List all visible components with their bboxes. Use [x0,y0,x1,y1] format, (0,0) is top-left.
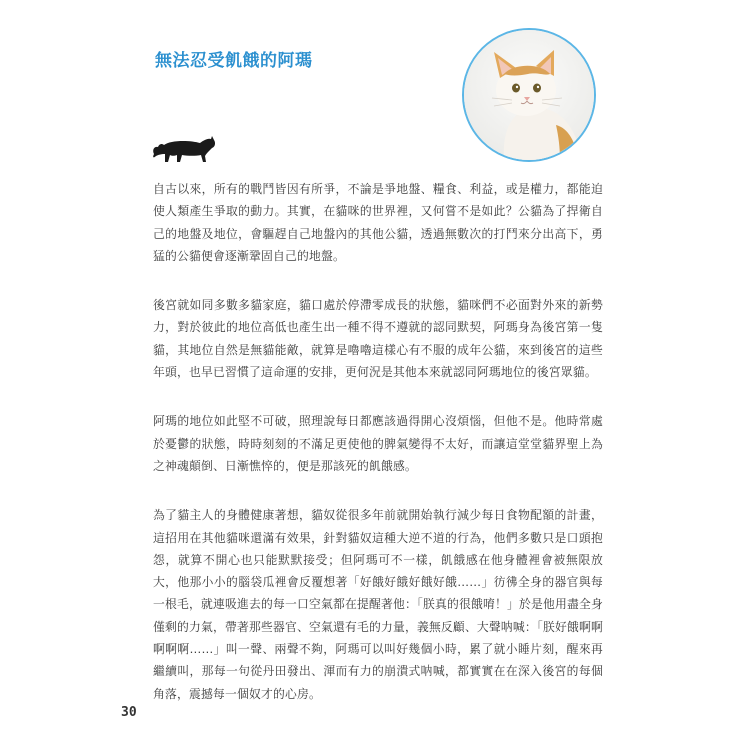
paragraph-4: 為了貓主人的身體健康著想，貓奴從很多年前就開始執行減少每日食物配額的計畫，這招用在其他貓咪還滿有效果，針對貓奴這種大逆不道的行為，他們多數只是口頭抱怨，就算不開心也只能默默接受；但阿瑪可不一樣，飢餓感在他身體裡會被無限放大，他那小小的腦袋瓜裡會反覆想著「好餓好餓好餓好餓……」彷彿全身的器官與每一根毛，就連吸進去的每一口空氣都在提醒著他：「朕真的很餓唷！」於是他用盡全身僅剩的力氣，帶著那些器官、空氣還有毛的力量，義無反顧、大聲呐喊：「朕好餓啊啊啊啊啊……」叫一聲、兩聲不夠，阿瑪可以叫好幾個小時，累了就小睡片刻，醒來再繼續叫，那每一句從丹田發出、渾而有力的崩潰式呐喊，都實實在在深入後宮的每個角落，震撼每一個奴才的心房。 [153,508,603,701]
black-cat-silhouette-icon [150,134,216,164]
paragraph-2: 後宮就如同多數多貓家庭，貓口處於停滯零成長的狀態，貓咪們不必面對外來的新勢力，對於彼此的地位高低也產生出一種不得不遵就的認同默契，阿瑪身為後宮第一隻貓，其地位自然是無貓能敵，就算是嚕嚕這樣心有不服的成年公貓，來到後宮的這些年頭，也早已習慣了這命運的安排，更何況是其他本來就認同阿瑪地位的後宮眾貓。 [153,298,603,380]
paragraph-3: 阿瑪的地位如此堅不可破，照理說每日都應該過得開心沒煩惱，但他不是。他時常處於憂鬱的狀態，時時刻刻的不滿足更使他的脾氣變得不太好，而讓這堂堂貓界聖上為之神魂顛倒、日漸憔悴的，便是那該死的飢餓感。 [153,414,603,473]
page-number: 30 [121,705,137,720]
page-title: 無法忍受飢餓的阿瑪 [155,51,313,71]
body-text [153,178,603,732]
paragraph-1: 自古以來，所有的戰鬥皆因有所爭，不論是爭地盤、糧食、利益，或是權力，都能迫使人類產生爭取的動力。其實，在貓咪的世界裡，又何嘗不是如此？公貓為了捍衛自己的地盤及地位，會驅趕自己地盤內的其他公貓，透過無數次的打鬥來分出高下，勇猛的公貓便會逐漸鞏固自己的地盤。 [153,182,603,263]
cat-photo [462,28,596,162]
